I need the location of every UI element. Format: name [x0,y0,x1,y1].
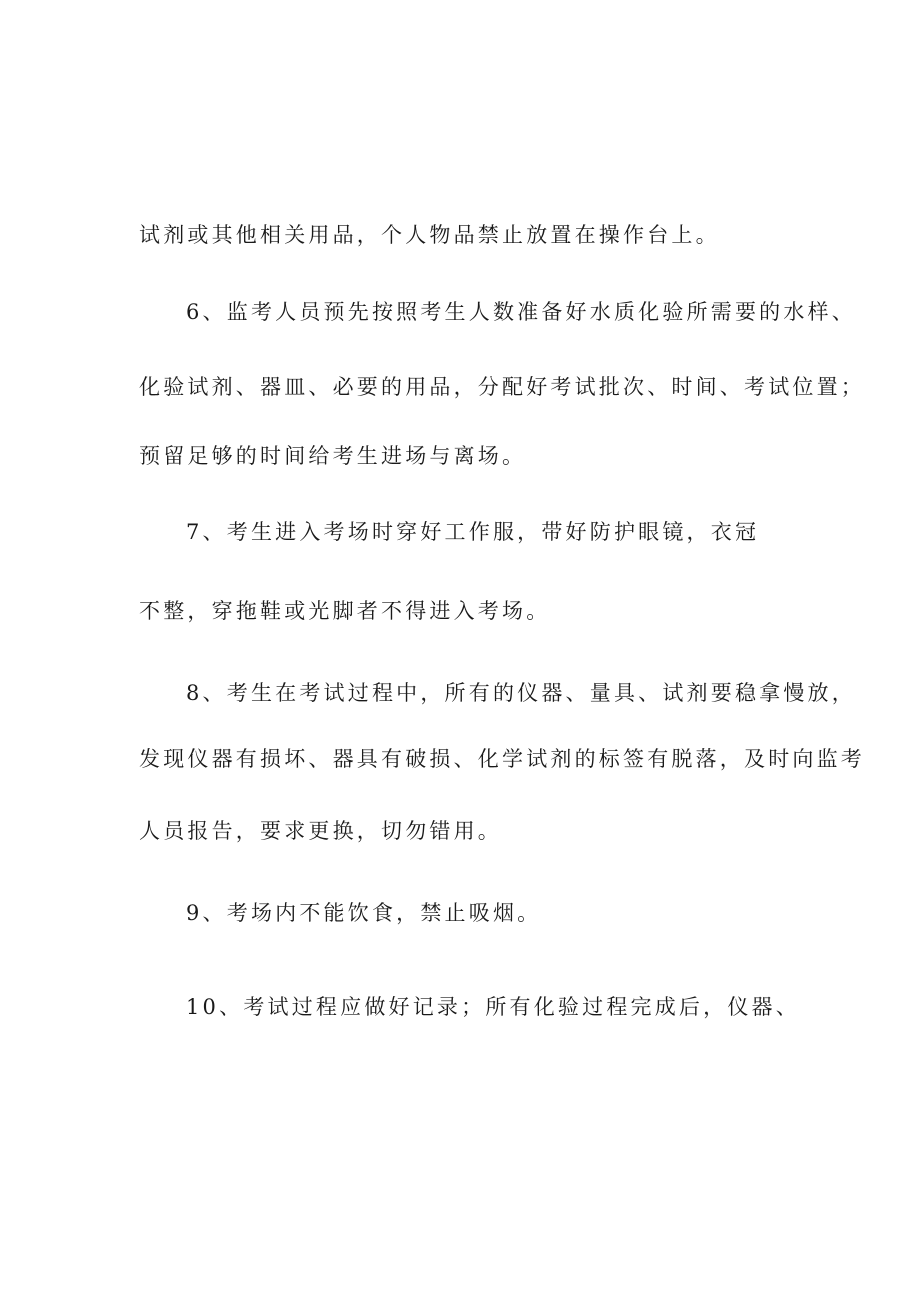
text-line: 化验试剂、器皿、必要的用品，分配好考试批次、时间、考试位置； [139,375,865,399]
text-line: 人员报告，要求更换，切勿错用。 [139,819,502,843]
text-line: 8、考生在考试过程中，所有的仪器、量具、试剂要稳拿慢放， [186,681,856,705]
text-line: 预留足够的时间给考生进场与离场。 [139,444,527,468]
text-line: 试剂或其他相关用品，个人物品禁止放置在操作台上。 [139,223,720,247]
text-line: 9、考场内不能饮食，禁止吸烟。 [186,901,542,925]
text-line: 不整，穿拖鞋或光脚者不得进入考场。 [139,599,551,623]
text-line: 6、监考人员预先按照考生人数准备好水质化验所需要的水样、 [186,300,856,324]
text-line: 10、考试过程应做好记录；所有化验过程完成后，仪器、 [186,995,800,1019]
text-line: 发现仪器有损坏、器具有破损、化学试剂的标签有脱落，及时向监考 [139,747,865,771]
text-line: 7、考生进入考场时穿好工作服，带好防护眼镜，衣冠 [186,520,760,544]
